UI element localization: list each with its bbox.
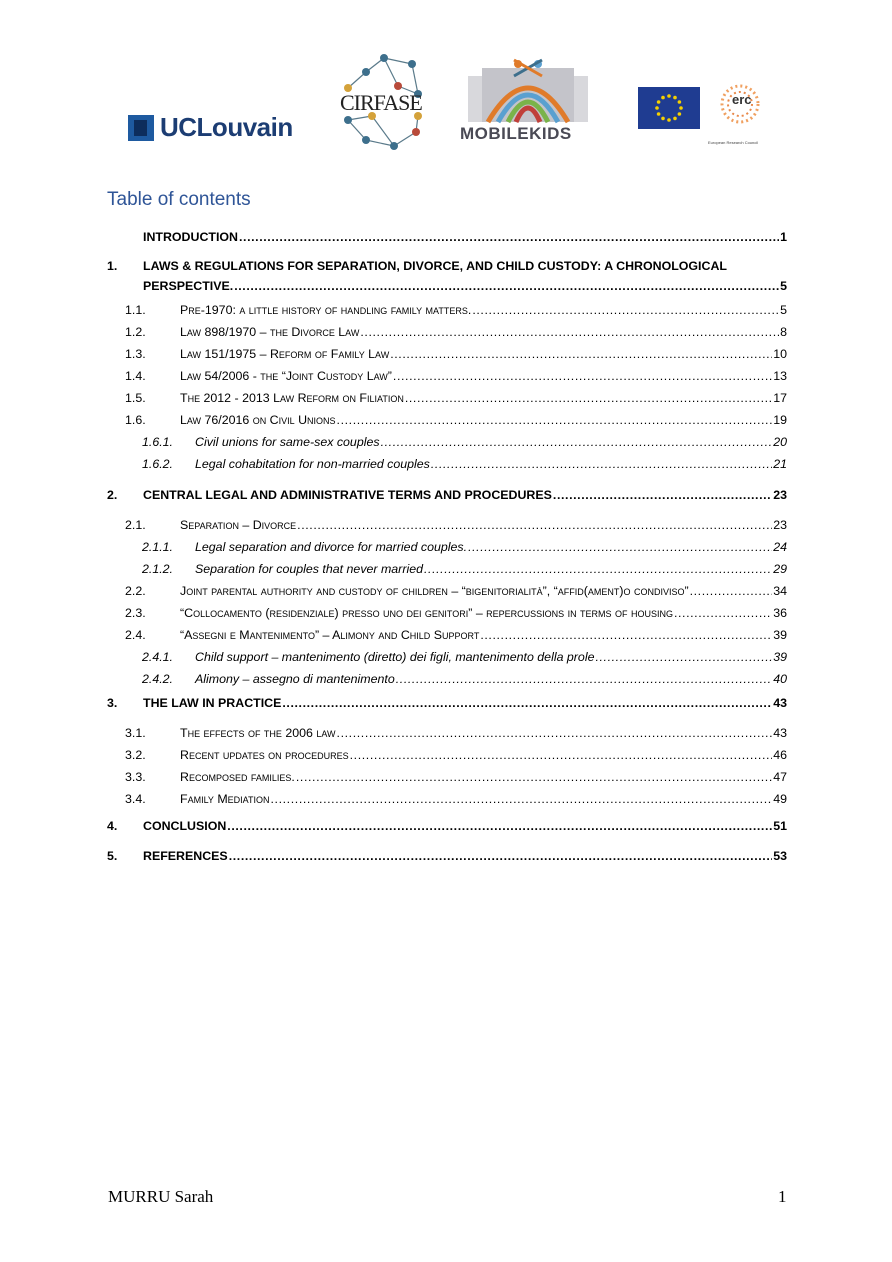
toc-entry[interactable]: [107, 624, 787, 646]
toc-leader-dots: [296, 766, 772, 788]
toc-entry-title: “Assegni e Mantenimento” – Alimony and Child Support: [180, 628, 480, 642]
erc-logo: [706, 82, 774, 154]
toc-leader-dots: [390, 343, 772, 365]
toc-entry-page: 34: [773, 584, 787, 598]
toc-entry-number: 2.3.: [125, 606, 146, 620]
eu-stars-icon: [638, 87, 700, 129]
toc-entry-title: Pre-1970: a little history of handling family matters.: [180, 303, 472, 317]
erc-wordmark: erc: [732, 92, 752, 107]
toc-leader-dots: [229, 845, 773, 867]
toc-entry-number: 3.1.: [125, 726, 146, 740]
toc-leader-dots: [381, 431, 773, 453]
toc-entry-title: Legal separation and divorce for married couples.: [195, 540, 468, 554]
toc-entry-title: THE LAW IN PRACTICE: [143, 696, 282, 710]
toc-entry[interactable]: [107, 558, 787, 580]
toc-leader-dots: [674, 602, 772, 624]
toc-leader-dots: [234, 275, 779, 297]
toc-entry-page: 39: [773, 650, 787, 664]
toc-leader-dots: [297, 514, 772, 536]
toc-entry-number: 3.2.: [125, 748, 146, 762]
toc-leader-dots: [282, 692, 772, 714]
toc-heading: Table of contents: [107, 189, 251, 210]
mobilekids-arches-icon: [458, 58, 598, 124]
toc-entry-number: 1.6.2.: [142, 457, 174, 471]
toc-entry-number: 5.: [107, 849, 118, 863]
toc-entry-number: 2.4.1.: [142, 650, 174, 664]
toc-entry-number: 1.6.1.: [142, 435, 174, 449]
toc-entry-title: Law 54/2006 - the “Joint Custody Law”: [180, 369, 392, 383]
erc-subtitle: European Research Council: [708, 140, 759, 145]
toc-entry-page: 53: [773, 849, 787, 863]
toc-leader-dots: [337, 722, 773, 744]
uclouvain-logo: [128, 112, 293, 143]
toc-entry-page: 51: [773, 819, 787, 833]
toc-entry-title: Civil unions for same-sex couples: [195, 435, 380, 449]
toc-leader-dots: [424, 558, 772, 580]
toc-entry-page: 10: [773, 347, 787, 361]
toc-entry-page: 5: [780, 303, 787, 317]
toc-leader-dots: [393, 365, 772, 387]
toc-entry-page: 23: [773, 488, 787, 502]
toc-entry-page: 24: [773, 540, 787, 554]
toc-leader-dots: [595, 646, 772, 668]
toc-leader-dots: [480, 624, 772, 646]
toc-entry-number: 3.: [107, 696, 118, 710]
toc-entry-title: Joint parental authority and custody of children – “bigenitorialità”, “affid(ament)o condiviso”: [180, 584, 689, 598]
toc-entry[interactable]: [107, 536, 787, 558]
toc-entry-page: 43: [773, 726, 787, 740]
cirfase-wordmark: CIRFASE: [340, 90, 422, 115]
toc-entry-title: CENTRAL LEGAL AND ADMINISTRATIVE TERMS AND PROCEDURES: [143, 488, 552, 502]
toc-entry[interactable]: [107, 580, 787, 602]
toc-entry-page: 39: [773, 628, 787, 642]
toc-entry-page: 8: [780, 325, 787, 339]
toc-entry-number: 2.: [107, 488, 118, 502]
toc-entry-number: 4.: [107, 819, 118, 833]
toc-leader-dots: [350, 744, 773, 766]
toc-leader-dots: [690, 580, 773, 602]
toc-entry[interactable]: [107, 365, 787, 387]
toc-entry-page: 20: [773, 435, 787, 449]
toc-entry-title: Child support – mantenimento (diretto) dei figli, mantenimento della prole: [195, 650, 595, 664]
toc-entry-number: 1.3.: [125, 347, 146, 361]
toc-entry-title: Recent updates on procedures: [180, 748, 349, 762]
uclouvain-wordmark: UCLouvain: [160, 112, 293, 142]
toc-entry-title: INTRODUCTION: [143, 230, 238, 244]
toc-leader-dots: [431, 453, 772, 475]
toc-entry-title: REFERENCES: [143, 849, 228, 863]
toc-entry-page: 40: [773, 672, 787, 686]
toc-entry-page: 21: [773, 457, 787, 471]
toc-entry[interactable]: [107, 431, 787, 453]
toc-entry[interactable]: [107, 343, 787, 365]
toc-entry-number: 1.4.: [125, 369, 146, 383]
toc-entry-title: CONCLUSION: [143, 819, 227, 833]
toc-entry-page: 29: [773, 562, 787, 576]
toc-entry-title: Legal cohabitation for non-married couples: [195, 457, 430, 471]
toc-entry-number: 2.1.: [125, 518, 146, 532]
mobilekids-wordmark: MOBILEKIDS: [460, 124, 572, 143]
toc-leader-dots: [337, 409, 773, 431]
toc-entry[interactable]: [107, 692, 787, 714]
toc-leader-dots: [360, 321, 779, 343]
toc-entry-page: 5: [780, 279, 787, 293]
toc-entry[interactable]: [107, 275, 787, 297]
toc-leader-dots: [227, 815, 772, 837]
toc-entry-title: Separation – Divorce: [180, 518, 297, 532]
toc-entry[interactable]: [107, 788, 787, 810]
toc-entry-title: Alimony – assegno di mantenimento: [195, 672, 395, 686]
toc-entry-title: PERSPECTIVE.: [143, 279, 234, 293]
toc-entry[interactable]: [107, 602, 787, 624]
toc-entry-number: 1.2.: [125, 325, 146, 339]
toc-entry-page: 47: [773, 770, 787, 784]
toc-entry-title: Law 898/1970 – the Divorce Law: [180, 325, 360, 339]
toc-entry-number: 1.1.: [125, 303, 146, 317]
toc-entry-title: Recomposed families.: [180, 770, 295, 784]
toc-entry-title: Law 151/1975 – Reform of Family Law: [180, 347, 390, 361]
toc-entry-title: “Collocamento (residenziale) presso uno dei genitori” – repercussions in terms of housing: [180, 606, 673, 620]
toc-entry[interactable]: [107, 815, 787, 837]
toc-entry[interactable]: [107, 845, 787, 867]
toc-entry-title: LAWS & REGULATIONS FOR SEPARATION, DIVORCE, AND CHILD CUSTODY: A CHRONOLOGICAL: [143, 259, 727, 273]
toc-entry-page: 17: [773, 391, 787, 405]
toc-entry[interactable]: [107, 766, 787, 788]
toc-entry-title: Family Mediation: [180, 792, 270, 806]
erc-dots-icon: [706, 82, 774, 138]
footer-page-number: 1: [778, 1187, 787, 1206]
logo-banner: [0, 50, 892, 155]
toc-entry-page: 49: [773, 792, 787, 806]
toc-entry[interactable]: [107, 722, 787, 744]
toc-entry-page: 19: [773, 413, 787, 427]
toc-entry-title: Separation for couples that never married: [195, 562, 423, 576]
toc-entry[interactable]: [107, 646, 787, 668]
toc-entry-title: The 2012 - 2013 Law Reform on Filiation: [180, 391, 404, 405]
toc-leader-dots: [468, 536, 772, 558]
toc-entry-number: 2.4.2.: [142, 672, 174, 686]
toc-entry[interactable]: [107, 484, 787, 506]
toc-entry-page: 1: [780, 230, 787, 244]
toc-leader-dots: [405, 387, 772, 409]
uclouvain-square-icon: [128, 115, 154, 141]
toc-entry[interactable]: [107, 514, 787, 536]
toc-entry[interactable]: [107, 409, 787, 431]
toc-entry-page: 46: [773, 748, 787, 762]
mobilekids-logo: [458, 58, 598, 150]
toc-entry-number: 1.5.: [125, 391, 146, 405]
toc-entry[interactable]: [107, 299, 787, 321]
toc-entry[interactable]: [107, 255, 787, 277]
toc-entry[interactable]: [107, 321, 787, 343]
toc-entry-number: 2.1.2.: [142, 562, 174, 576]
toc-entry-page: 23: [773, 518, 787, 532]
toc-entry-page: 36: [773, 606, 787, 620]
toc-entry-number: 1.: [107, 259, 118, 273]
toc-entry[interactable]: [107, 226, 787, 248]
toc-entry[interactable]: [107, 453, 787, 475]
toc-entry-page: 13: [773, 369, 787, 383]
eu-flag-logo: [638, 87, 700, 129]
toc-leader-dots: [472, 299, 779, 321]
toc-leader-dots: [271, 788, 773, 810]
toc-entry-number: 2.2.: [125, 584, 146, 598]
toc-entry[interactable]: [107, 668, 787, 690]
toc-leader-dots: [396, 668, 772, 690]
toc-entry-number: 2.1.1.: [142, 540, 174, 554]
cirfase-logo: [336, 50, 432, 154]
toc-leader-dots: [239, 226, 779, 248]
toc-leader-dots: [553, 484, 772, 506]
toc-entry-number: 1.6.: [125, 413, 146, 427]
toc-entry-page: 43: [773, 696, 787, 710]
toc-entry[interactable]: [107, 744, 787, 766]
toc-entry-title: The effects of the 2006 law: [180, 726, 336, 740]
toc-entry[interactable]: [107, 387, 787, 409]
toc-entry-title: Law 76/2016 on Civil Unions: [180, 413, 336, 427]
toc-entry-number: 2.4.: [125, 628, 146, 642]
toc-entry-number: 3.4.: [125, 792, 146, 806]
toc-entry-number: 3.3.: [125, 770, 146, 784]
footer-author: MURRU Sarah: [108, 1187, 214, 1206]
